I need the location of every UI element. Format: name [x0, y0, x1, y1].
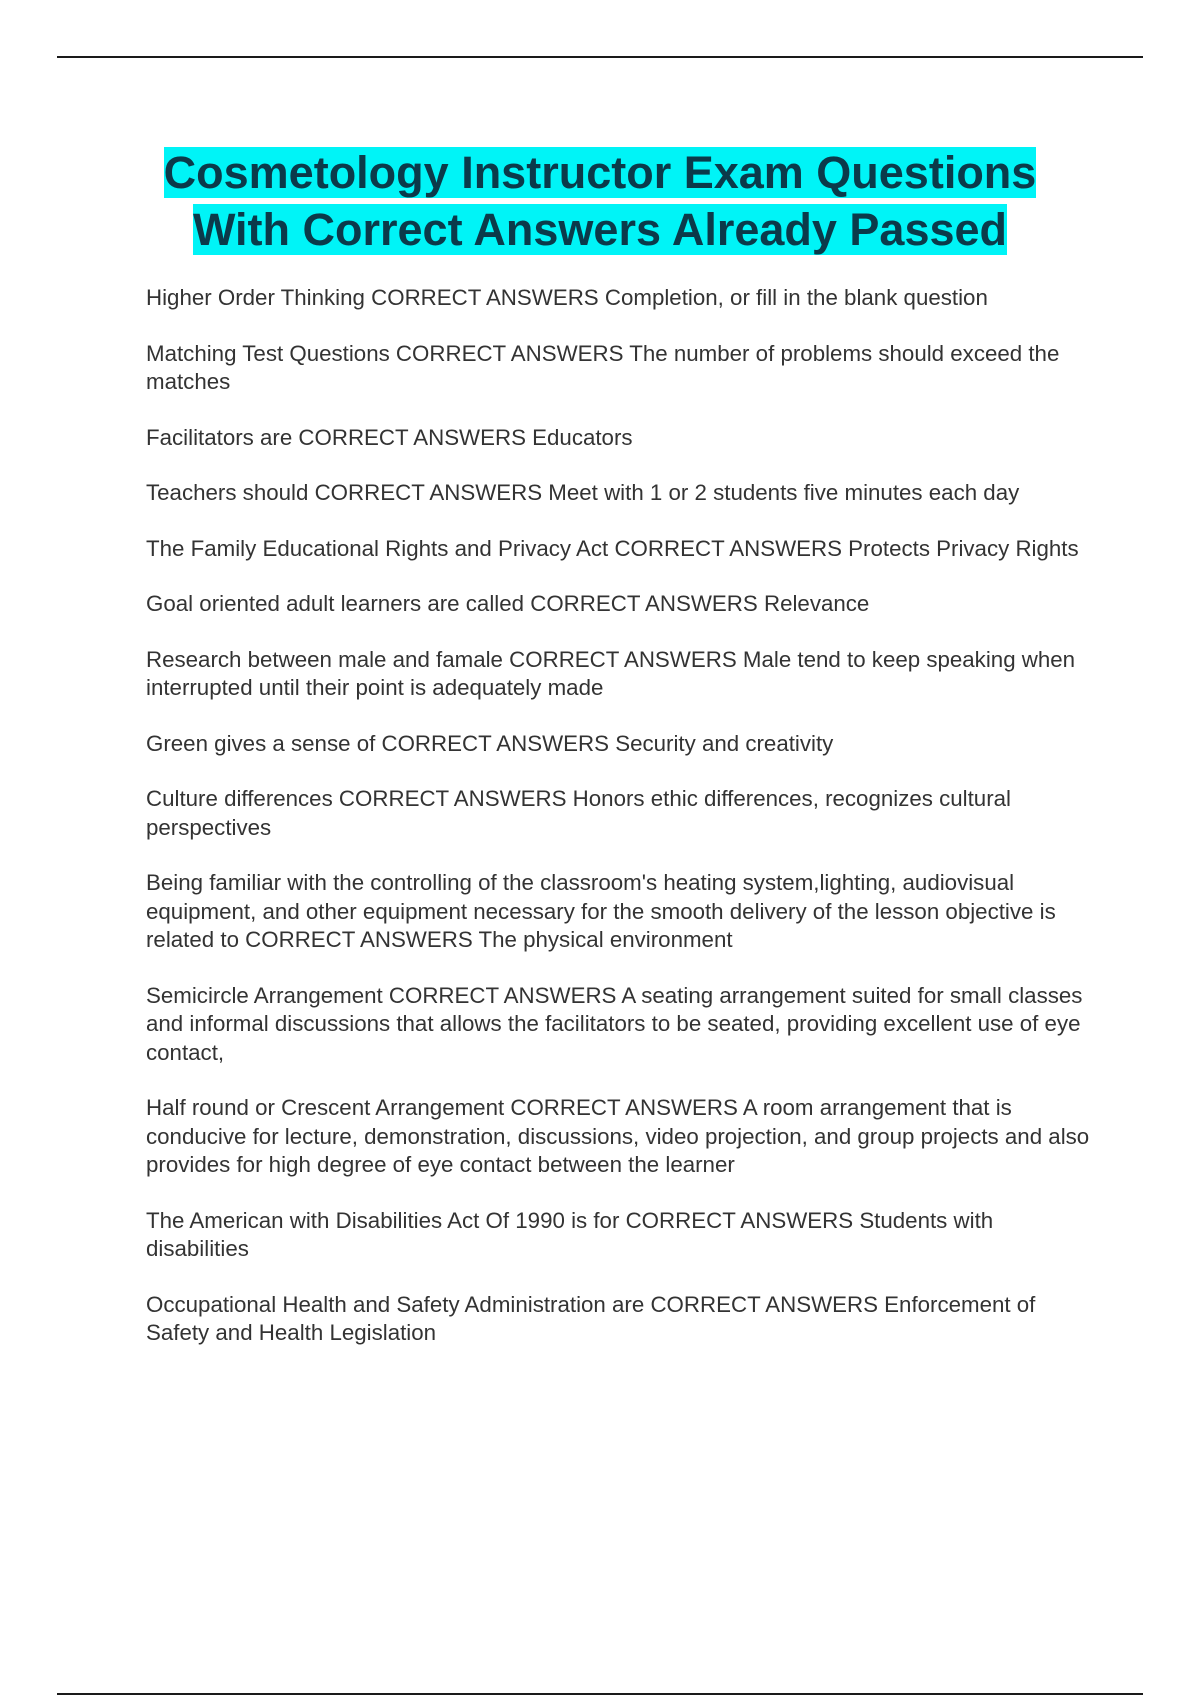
list-item: Matching Test Questions CORRECT ANSWERS The number of problems should exceed the matches — [146, 340, 1060, 394]
bottom-rule — [57, 1693, 1143, 1695]
list-item: The American with Disabilities Act Of 1990 is for CORRECT ANSWERS Students with disabilities — [146, 1207, 994, 1261]
list-item: Higher Order Thinking CORRECT ANSWERS Completion, or fill in the blank question — [146, 285, 988, 310]
qa-list — [146, 284, 1096, 1375]
title-line-1: Cosmetology Instructor Exam Questions — [163, 147, 1037, 198]
list-item: Green gives a sense of CORRECT ANSWERS Security and creativity — [146, 730, 834, 756]
title-line-2: With Correct Answers Already Passed — [192, 204, 1008, 255]
top-rule — [57, 56, 1143, 58]
list-item: Culture differences CORRECT ANSWERS Honors ethic differences, recognizes cultural perspectives — [146, 786, 1011, 840]
list-item: Occupational Health and Safety Administration are CORRECT ANSWERS Enforcement of Safety and Health Legislation — [146, 1291, 1036, 1345]
list-item: Half round or Crescent Arrangement CORRECT ANSWERS A room arrangement that is conducive for lecture, demonstration, discussions, video projection, and group projects and also provides for high degree of eye contact between the learner — [146, 1095, 1090, 1177]
list-item: Facilitators are CORRECT ANSWERS Educators — [146, 424, 633, 450]
list-item: Goal oriented adult learners are called CORRECT ANSWERS Relevance — [146, 591, 870, 616]
list-item: Semicircle Arrangement CORRECT ANSWERS A seating arrangement suited for small classes and informal discussions that allows the facilitators to be seated, providing excellent use of eye contact, — [146, 982, 1083, 1065]
list-item: Research between male and famale CORRECT ANSWERS Male tend to keep speaking when interrupted until their point is adequately made — [146, 646, 1076, 700]
list-item: The Family Educational Rights and Privacy Act CORRECT ANSWERS Protects Privacy Rights — [146, 535, 1079, 561]
list-item: Teachers should CORRECT ANSWERS Meet with 1 or 2 students five minutes each day — [146, 480, 1020, 505]
document-title — [100, 144, 1100, 258]
list-item: Being familiar with the controlling of the classroom's heating system,lighting, audiovisual equipment, and other equipment necessary for the smooth delivery of the lesson objective is related to CORRECT ANSWERS The physical environment — [146, 870, 1056, 952]
